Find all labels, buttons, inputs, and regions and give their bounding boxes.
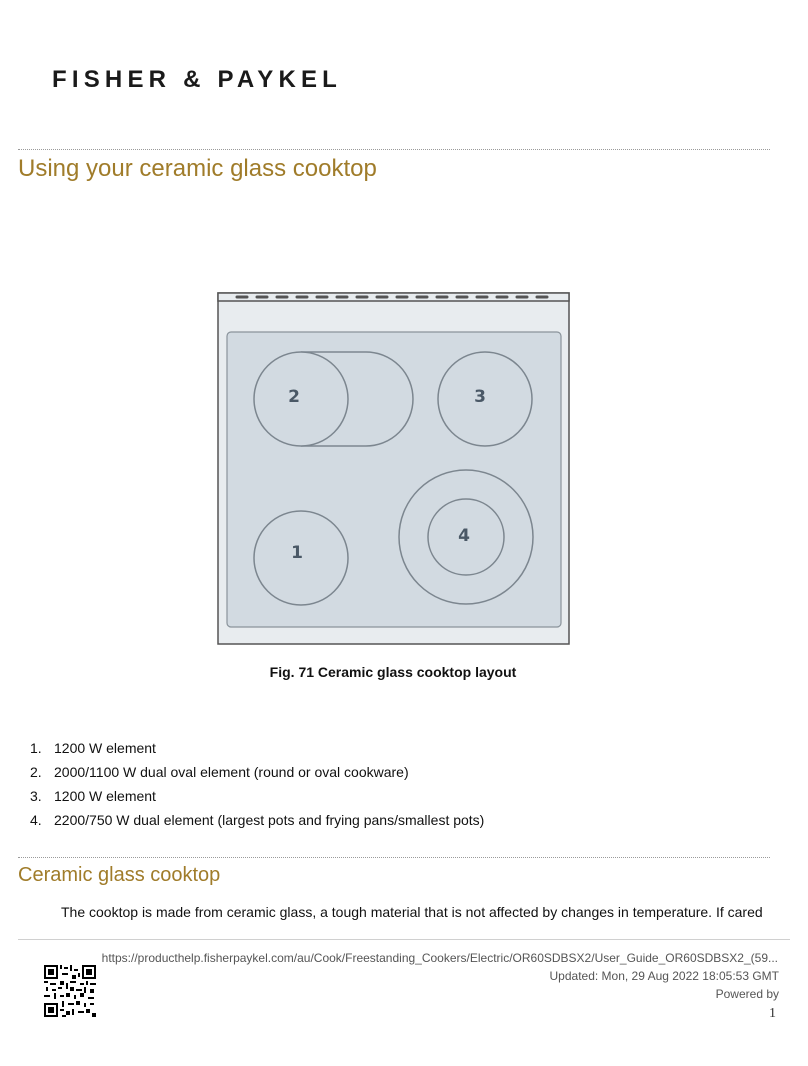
- section-divider: [18, 149, 770, 150]
- page-title: Using your ceramic glass cooktop: [18, 155, 377, 182]
- list-item: 4. 2200/750 W dual element (largest pots and frying pans/smallest pots): [30, 812, 485, 828]
- figure-caption: Fig. 71 Ceramic glass cooktop layout: [269, 664, 517, 680]
- footer-divider: [18, 939, 790, 940]
- list-item: 1. 1200 W element: [30, 740, 156, 756]
- section-divider: [18, 857, 770, 858]
- qr-code: [44, 965, 96, 1017]
- element-2-inner-ring: [254, 352, 348, 446]
- brand-logo: FISHER & PAYKEL: [52, 66, 343, 93]
- cooktop-layout-figure: [217, 292, 571, 646]
- page-number: 1: [769, 1006, 776, 1021]
- powered-by-label: Powered by: [715, 987, 779, 1001]
- updated-timestamp: Updated: Mon, 29 Aug 2022 18:05:53 GMT: [549, 969, 779, 983]
- element-list: [30, 736, 484, 832]
- element-label-1: 1: [291, 543, 303, 563]
- list-item: 3. 1200 W element: [30, 788, 156, 804]
- body-paragraph: The cooktop is made from ceramic glass, a tough material that is not affected by changes in temperature. If cared: [61, 904, 763, 920]
- element-label-2: 2: [288, 387, 300, 407]
- element-label-3: 3: [474, 387, 486, 407]
- section-heading: Ceramic glass cooktop: [18, 864, 221, 886]
- source-url-link[interactable]: https://producthelp.fisherpaykel.com/au/Cook/Freestanding_Cookers/Electric/OR60SDBSX2/User_Guide_OR60SDBSX2_(59...: [101, 951, 778, 965]
- element-label-4: 4: [458, 526, 470, 546]
- list-item: 2. 2000/1100 W dual oval element (round or oval cookware): [30, 764, 409, 780]
